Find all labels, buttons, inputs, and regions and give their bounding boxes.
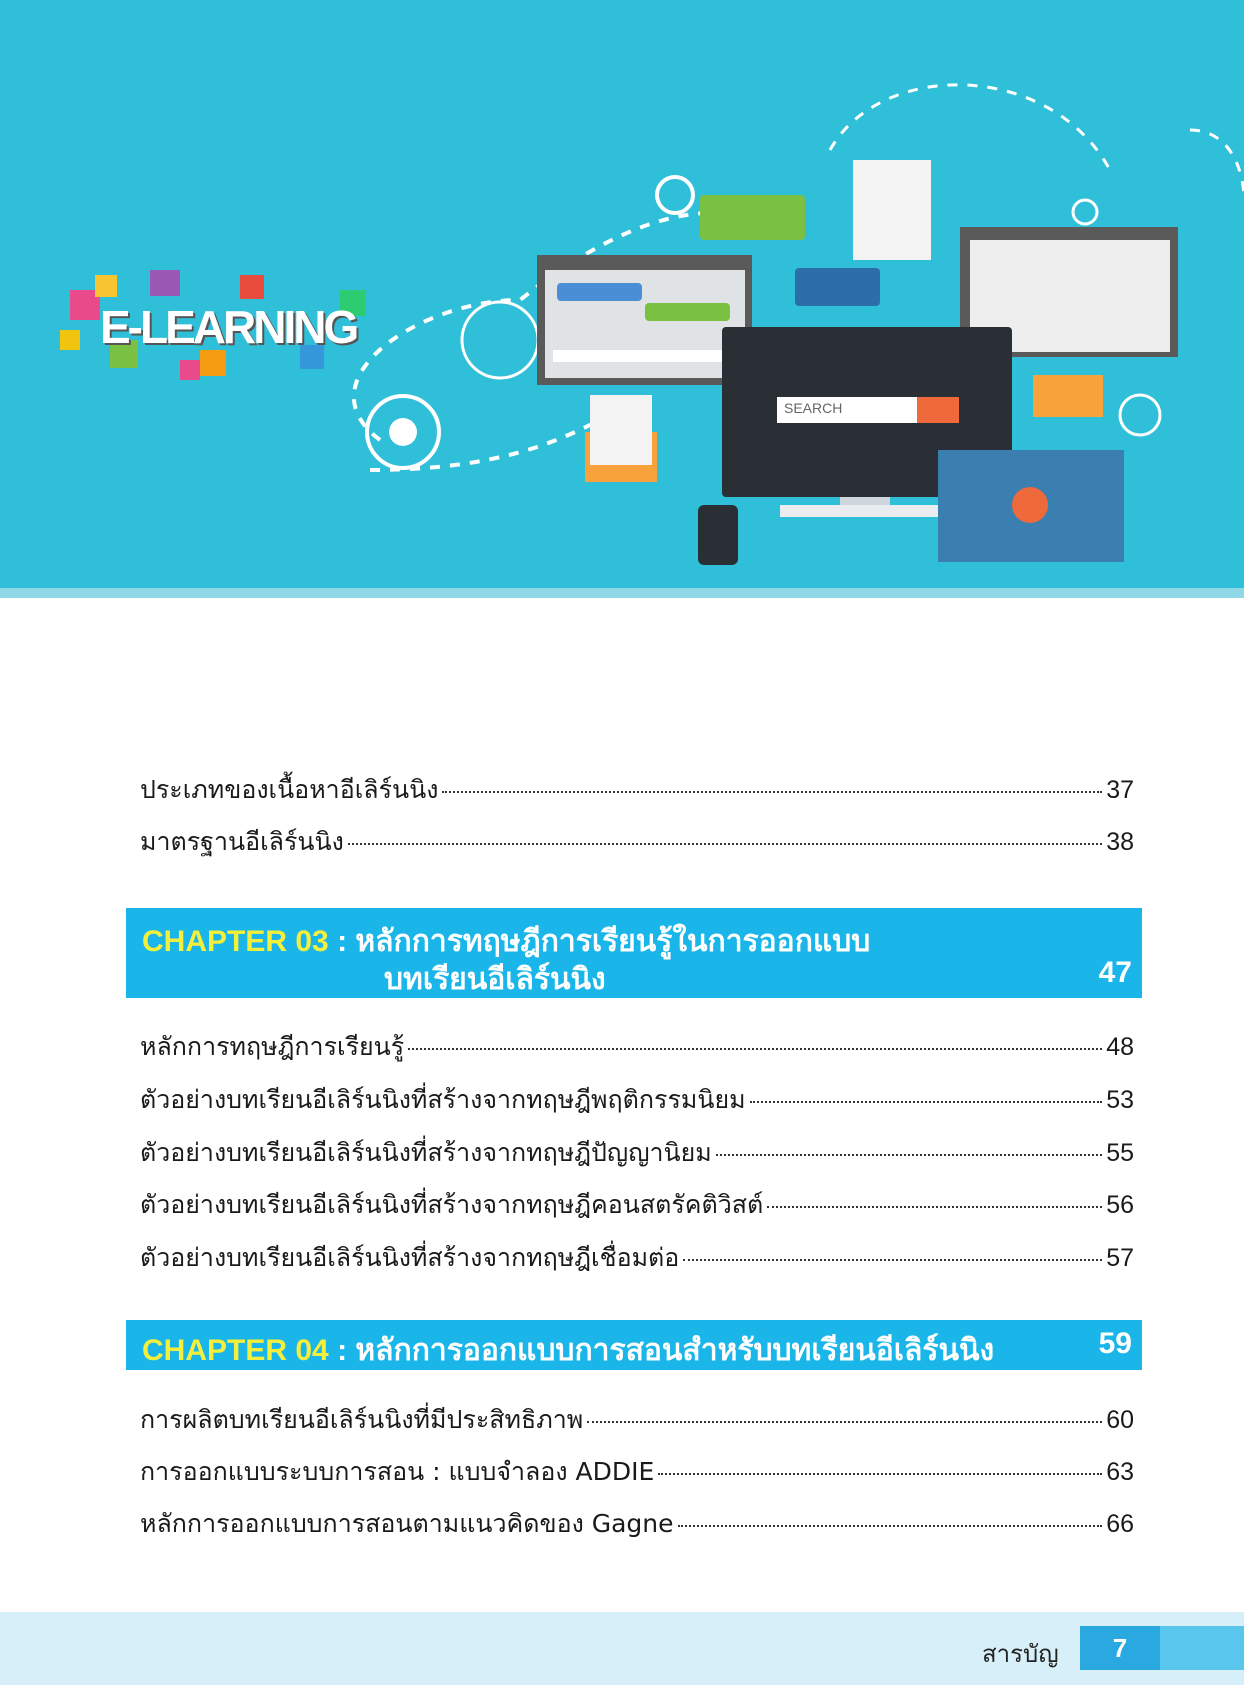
dot-leader [767,1206,1102,1208]
toc-entry-title: หลักการออกแบบการสอนตามแนวคิดของ Gagne [140,1509,674,1538]
chapter-title-line2: บทเรียนอีเลิร์นนิง [384,963,606,996]
header-banner [0,0,1244,588]
toc-entry-title: การผลิตบทเรียนอีเลิร์นนิงที่มีประสิทธิภาพ [140,1405,584,1434]
dot-leader [408,1048,1102,1050]
chapter-title: หลักการออกแบบการสอนสำหรับบทเรียนอีเลิร์นนิง [355,1334,995,1367]
dot-leader [750,1101,1103,1103]
toc-entry-title: การออกแบบระบบการสอน : แบบจำลอง ADDIE [140,1457,655,1486]
dot-leader [716,1154,1102,1156]
toc-entry-page: 57 [1106,1244,1134,1272]
toc-entry[interactable] [140,1185,1134,1221]
toc-entry[interactable] [140,1452,1134,1488]
chapter-04-heading[interactable] [126,1320,1142,1370]
chapter-label: CHAPTER 03 [142,925,329,958]
toc-entry-page: 37 [1106,776,1134,804]
chapter-03-heading[interactable] [126,908,1142,998]
toc-entry-title: ตัวอย่างบทเรียนอีเลิร์นนิงที่สร้างจากทฤษฎีปัญญานิยม [140,1138,712,1167]
chapter-separator: : [337,1334,356,1367]
banner-strip [0,588,1244,598]
chapter-page: 59 [1098,1327,1132,1360]
toc-entry[interactable] [140,1238,1134,1274]
chapter-title-line1 [142,1327,994,1374]
toc-entry-page: 56 [1106,1191,1134,1219]
toc-entry[interactable] [140,1504,1134,1540]
toc-entry-title: ตัวอย่างบทเรียนอีเลิร์นนิงที่สร้างจากทฤษฎีเชื่อมต่อ [140,1243,680,1272]
toc-entry-title: หลักการทฤษฎีการเรียนรู้ [140,1032,405,1061]
toc-entry[interactable] [140,1080,1134,1116]
toc-entry[interactable] [140,1133,1134,1169]
page-number: 7 [1080,1626,1160,1670]
toc-entry-page: 38 [1106,828,1134,856]
toc-entry-title: มาตรฐานอีเลิร์นนิง [140,827,344,856]
dot-leader [658,1473,1102,1475]
chapter-separator: : [337,925,356,958]
toc-entry[interactable] [140,1027,1134,1063]
toc-entry-page: 55 [1106,1139,1134,1167]
dot-leader [442,791,1102,793]
chapter-title: หลักการทฤษฎีการเรียนรู้ในการออกแบบ [355,925,871,958]
toc-entry-page: 66 [1106,1510,1134,1538]
footer-section-label: สารบัญ [982,1640,1059,1668]
page-footer [0,1612,1244,1685]
dot-leader [348,843,1102,845]
dot-leader [683,1259,1102,1261]
toc-entry-title: ตัวอย่างบทเรียนอีเลิร์นนิงที่สร้างจากทฤษฎีคอนสตรัคติวิสต์ [140,1190,764,1219]
dot-leader [678,1525,1103,1527]
dot-leader [587,1421,1102,1423]
toc-entry[interactable] [140,822,1134,858]
toc-entry[interactable] [140,770,1134,806]
toc-entry-page: 48 [1106,1033,1134,1061]
chapter-label: CHAPTER 04 [142,1334,329,1367]
toc-entry-title: ตัวอย่างบทเรียนอีเลิร์นนิงที่สร้างจากทฤษฎีพฤติกรรมนิยม [140,1085,746,1114]
elearning-logo: E-LEARNING [100,301,357,353]
search-label: SEARCH [784,400,843,416]
toc-entry-page: 63 [1106,1458,1134,1486]
toc-entry-page: 60 [1106,1406,1134,1434]
chapter-page: 47 [1098,956,1132,989]
toc-entry-title: ประเภทของเนื้อหาอีเลิร์นนิง [140,775,439,804]
elearning-illustration [0,0,1244,588]
toc-entry-page: 53 [1106,1086,1134,1114]
toc-entry[interactable] [140,1400,1134,1436]
